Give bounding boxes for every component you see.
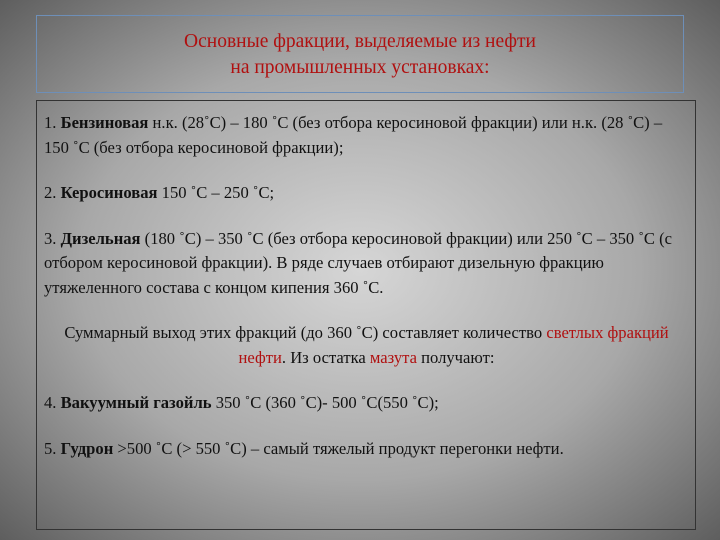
- slide-title: [36, 15, 684, 93]
- fraction-text: 150 ˚С – 250 ˚С;: [157, 183, 275, 202]
- fraction-name: Дизельная: [60, 228, 141, 248]
- summary-text: получают:: [417, 347, 495, 367]
- fraction-text: (180 ˚С) – 350 ˚С (без отбора керосиновой фракции) или 250 ˚С – 350 ˚С (с отбором керосиновой фракции). В ряде случаев отбирают дизельную фракцию утяжеленного состава с концом кипения 360 ˚С.: [44, 228, 673, 297]
- fraction-item-diesel: [44, 227, 689, 301]
- fraction-name: Вакуумный газойль: [60, 393, 212, 412]
- item-number: 4.: [44, 393, 61, 412]
- fraction-name: Гудрон: [60, 438, 114, 458]
- fraction-item-vacuum-gasoil: [44, 391, 689, 416]
- fraction-item-kerosene: [44, 181, 689, 206]
- item-number: 3.: [44, 228, 61, 248]
- item-number: 2.: [44, 183, 61, 202]
- fraction-item-tar: [44, 437, 689, 462]
- content-box: [36, 100, 696, 530]
- item-number: 5.: [44, 438, 61, 458]
- fraction-name: Керосиновая: [60, 183, 158, 202]
- fraction-name: Бензиновая: [60, 113, 149, 132]
- item-number: 1.: [44, 113, 61, 132]
- light-fractions-highlight: светлых фракций нефти: [238, 323, 669, 367]
- fraction-text: н.к. (28˚С) – 180 ˚С (без отбора керосиновой фракции) или н.к. (28 ˚С) – 150 ˚С (без отбора керосиновой фракции);: [44, 113, 663, 157]
- summary-text: Суммарный выход этих фракций (до 360 ˚С) составляет количество: [64, 323, 547, 342]
- fraction-text: >500 ˚С (> 550 ˚С) – самый тяжелый продукт перегонки нефти.: [113, 438, 564, 458]
- mazut-highlight: мазута: [369, 347, 417, 367]
- fraction-item-gasoline: [44, 111, 689, 160]
- title-line-1: Основные фракции, выделяемые из нефти: [184, 31, 536, 52]
- fraction-text: 350 ˚С (360 ˚С)- 500 ˚С(550 ˚С);: [211, 393, 439, 412]
- summary-paragraph: [44, 321, 689, 370]
- summary-text: . Из остатка: [281, 347, 370, 367]
- title-line-2: на промышленных установках:: [230, 57, 490, 78]
